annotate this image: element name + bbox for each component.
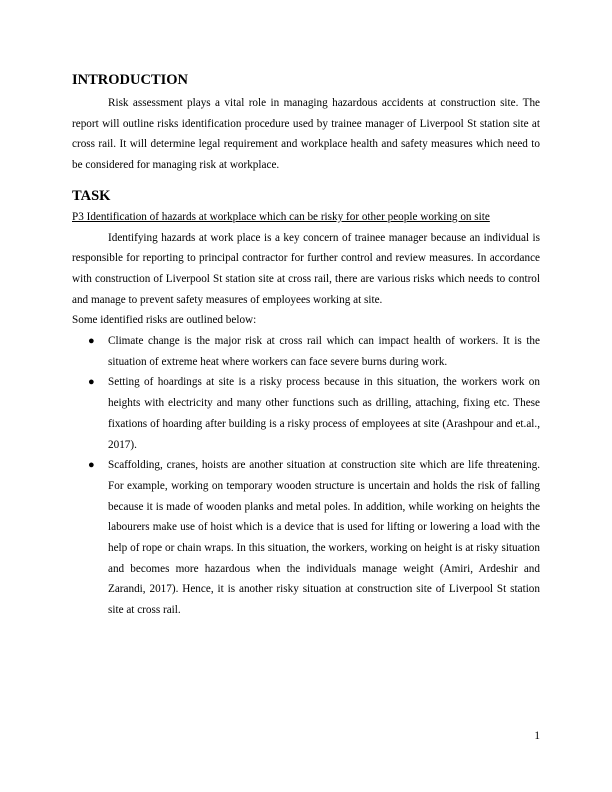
introduction-heading: INTRODUCTION: [72, 72, 189, 88]
bullet-icon: ●: [88, 335, 95, 348]
page-number: 1: [534, 730, 540, 742]
list-item-text: Climate change is the major risk at cross rail which can impact health of workers. It is the situation of extreme heat where workers can face severe burns during work.: [108, 335, 540, 368]
list-item: [72, 455, 540, 621]
list-item: [72, 372, 540, 455]
list-item-text: Scaffolding, cranes, hoists are another situation at construction site which are life threatening. For example, working on temporary wooden structure is uncertain and holds the risk of falling because it is made of wooden planks and metal poles. In addition, while working on heights the labourers make use of hoist which is a device that is used for lifting or lowering a load with the help of rope or chain wraps. In this situation, the workers, working on height is at risky situation and becomes more hazardous when the individuals manage weight (Amiri, Ardeshir and Zarandi, 2017). Hence, it is another risky situation at construction site of Liverpool St station site at cross rail.: [108, 459, 540, 617]
introduction-paragraph: Risk assessment plays a vital role in managing hazardous accidents at construction site. The report will outline risks identification procedure used by trainee manager of Liverpool St station site at cross rail. It will determine legal requirement and workplace health and safety measures which need to be considered for managing risk at workplace.: [72, 97, 540, 172]
task-paragraph: Identifying hazards at work place is a key concern of trainee manager because an individual is responsible for reporting to principal contractor for further control and review measures. In accordance with construction of Liverpool St station site at cross rail, there are various risks which needs to control and manage to prevent safety measures of employees working at site.: [72, 231, 540, 306]
bullet-icon: ●: [88, 376, 95, 389]
risk-list-intro: Some identified risks are outlined below:: [72, 314, 257, 327]
list-item: [72, 331, 540, 372]
task-heading: TASK: [72, 187, 111, 204]
bullet-icon: ●: [88, 459, 95, 472]
list-item-text: Setting of hoardings at site is a risky process because in this situation, the workers work on heights with electricity and many other functions such as drilling, attaching, fixing etc. These fixations of hoarding after building is a risky process of employees at site (Arashpour and et.al., 2017).: [108, 376, 540, 451]
task-subheading: P3 Identification of hazards at workplace which can be risky for other people working on site: [72, 210, 490, 223]
page-content: [72, 70, 540, 621]
risk-list: [72, 331, 540, 621]
